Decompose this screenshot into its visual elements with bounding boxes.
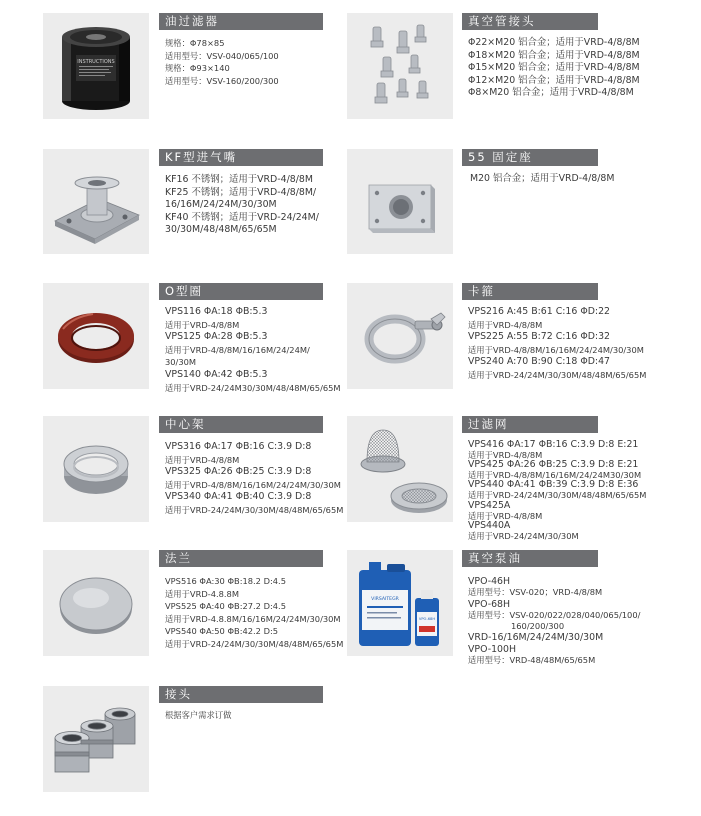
spec-line: 16/16M/24/24M/30/30M — [165, 199, 277, 211]
spec-line: 适用型号：VSV-160/200/300 — [165, 75, 279, 86]
vacuum-fitting-photo — [347, 13, 453, 119]
spec-line: VRD-16/16M/24/24M/30/30M — [468, 632, 604, 644]
spec-line: 规格：Φ93×140 — [165, 63, 230, 74]
connector-title: 接头 — [159, 686, 323, 703]
o-ring-icon — [43, 283, 149, 389]
pump-oil-photo — [347, 550, 453, 656]
spec-line: VPS516 ΦA:30 ΦB:18.2 D:4.5 — [165, 576, 286, 586]
mount-55-title: 55 固定座 — [462, 149, 598, 166]
oil-filter-specs — [165, 37, 279, 87]
spec-line: 适用于VRD-4/8/8M/16/16M/24/24M/30/30M — [165, 479, 341, 490]
spec-line: 适用于VRD-4/8/8M — [165, 454, 240, 465]
spec-line: Φ8×M20 铝合金；适用于VRD-4/8/8M — [468, 87, 634, 99]
spec-line: 适用型号：VSV-040/065/100 — [165, 50, 279, 61]
spec-line: 根据客户需求订做 — [165, 710, 232, 720]
spec-line: M20 铝合金；适用于VRD-4/8/8M — [470, 173, 615, 184]
connector-specs — [165, 709, 231, 722]
clamp-title: 卡箍 — [462, 283, 598, 300]
spec-line: 适用型号：VSV-020/022/028/040/065/100/ — [468, 609, 641, 620]
spec-line: 适用于VRD-4/8/8M — [468, 319, 543, 330]
spec-line: VPS216 A:45 B:61 C:16 ΦD:22 — [468, 306, 611, 317]
flange-specs — [165, 575, 343, 651]
spec-line: 160/200/300 — [511, 621, 565, 632]
mount-block-icon — [347, 149, 453, 254]
spec-line: VPS240 A:70 B:90 C:18 ΦD:47 — [468, 356, 611, 368]
pipe-fitting-icon — [347, 13, 453, 119]
filter-screen-title: 过滤网 — [462, 416, 598, 433]
spec-line: 适用于VRD-24/24M/30/30M/48/48M/65/65M — [165, 504, 344, 515]
connector-photo — [43, 686, 149, 792]
oil-filter-label-text: INSTRUCTIONS — [77, 59, 115, 65]
spec-line: VPS325 ΦA:26 ΦB:25 C:3.9 D:8 — [165, 466, 312, 478]
spec-line: VPS440 ΦA:41 ΦB:39 C:3.9 D:8 E:36 — [468, 479, 639, 491]
spec-line: 适用于VRD-24/24M/30/30M/48/48M/65/65M — [165, 638, 344, 649]
spec-line: Φ12×M20 铝合金；适用于VRD-4/8/8M — [468, 74, 640, 86]
spec-line: VPS316 ΦA:17 ΦB:16 C:3.9 D:8 — [165, 441, 312, 452]
spec-line: VPO-68H — [468, 598, 511, 610]
pump-oil-title: 真空泵油 — [462, 550, 598, 567]
spec-line: VPS425 ΦA:26 ΦB:25 C:3.9 D:8 E:21 — [468, 459, 639, 471]
connector-icon — [43, 686, 149, 792]
spec-line: 适用于VRD-4/8/8M/16/16M/24/24M30/30M — [468, 470, 642, 481]
spec-line: VPS416 ΦA:17 ΦB:16 C:3.9 D:8 E:21 — [468, 439, 639, 450]
filter-screen-icon — [347, 416, 453, 522]
o-ring-specs — [165, 306, 341, 394]
spec-line: Φ15×M20 铝合金；适用于VRD-4/8/8M — [468, 62, 640, 74]
spec-line: VPS525 ΦA:40 ΦB:27.2 D:4.5 — [165, 601, 286, 612]
bottle-brand-text: VIRSAITEGR — [371, 597, 399, 602]
spec-line: VPS125 ΦA:28 ΦB:5.3 — [165, 331, 268, 343]
spec-line: 适用于VRD-24/24M/30/30M — [468, 530, 579, 541]
kf-inlet-specs — [165, 174, 319, 237]
mount-55-photo — [347, 149, 453, 254]
center-ring-icon — [43, 416, 149, 522]
o-ring-photo — [43, 283, 149, 389]
kf-flange-icon — [43, 149, 149, 254]
spec-line: VPS116 ΦA:18 ΦB:5.3 — [165, 306, 268, 317]
spec-line: 适用于VRD-4/8/8M — [468, 510, 543, 521]
pump-oil-specs — [468, 576, 640, 666]
spec-line: KF25 不锈钢；适用于VRD-4/8/8M/ — [165, 186, 317, 198]
spec-line: 适用于VRD-4/8/8M/16/16M/24/24M/30/30M — [468, 344, 644, 355]
spec-line: VPS440A — [468, 519, 511, 531]
flange-photo — [43, 550, 149, 656]
vacuum-fitting-title: 真空管接头 — [462, 13, 598, 30]
spec-line: 适用于VRD-4.8.8M — [165, 588, 239, 599]
vacuum-fitting-specs — [468, 37, 640, 100]
spec-line: 适用于VRD-24/24M30/30M/48/48M/65/65M — [165, 382, 341, 393]
spec-line: 30/30M — [165, 357, 197, 368]
spec-line: 适用于VRD-4/8/8M — [165, 319, 240, 330]
spec-line: 30/30M/48/48M/65/65M — [165, 224, 277, 236]
kf-inlet-photo — [43, 149, 149, 254]
spec-line: VPS540 ΦA:50 ΦB:42.2 D:5 — [165, 626, 279, 637]
oil-filter-icon — [43, 13, 149, 119]
spec-line: 适用于VRD-24/24M/30/30M/48/48M/65/65M — [468, 369, 647, 380]
oil-filter-title: 油过滤器 — [159, 13, 323, 30]
filter-screen-specs — [468, 440, 646, 541]
spec-line: VPS425A — [468, 499, 511, 511]
spec-line: VPO-46H — [468, 576, 511, 587]
center-ring-title: 中心架 — [159, 416, 323, 433]
filter-screen-photo — [347, 416, 453, 522]
center-ring-specs — [165, 441, 343, 517]
spec-line: Φ22×M20 铝合金；适用于VRD-4/8/8M — [468, 37, 640, 48]
spec-line: VPS225 A:55 B:72 C:16 ΦD:32 — [468, 331, 611, 343]
spec-line: 适用型号：VRD-48/48M/65/65M — [468, 655, 596, 666]
spec-line: 适用于VRD-4/8/8M — [468, 450, 543, 461]
spec-line: VPS340 ΦA:41 ΦB:40 C:3.9 D:8 — [165, 491, 312, 503]
spec-line: KF40 不锈钢；适用于VRD-24/24M/ — [165, 211, 319, 223]
spec-line: KF16 不锈钢；适用于VRD-4/8/8M — [165, 174, 313, 185]
spec-line: Φ18×M20 铝合金；适用于VRD-4/8/8M — [468, 49, 640, 61]
clamp-icon — [347, 283, 453, 389]
spec-line: VPS140 ΦA:42 ΦB:5.3 — [165, 368, 268, 380]
flange-title: 法兰 — [159, 550, 323, 567]
kf-inlet-title: KF型进气嘴 — [159, 149, 323, 166]
spec-line: VPO-100H — [468, 643, 517, 655]
clamp-specs — [468, 306, 646, 382]
spec-line: 规格：Φ78×85 — [165, 38, 225, 48]
center-ring-photo — [43, 416, 149, 522]
o-ring-title: O型圈 — [159, 283, 323, 300]
spec-line: 适用于VRD-4/8/8M/16/16M/24/24M/ — [165, 344, 310, 355]
bottle-product-text: VPO-68H — [418, 617, 436, 621]
oil-bottle-icon — [347, 550, 453, 656]
flange-disc-icon — [43, 550, 149, 656]
spec-line: 适用型号：VSV-020；VRD-4/8/8M — [468, 587, 603, 598]
oil-filter-photo — [43, 13, 149, 119]
spec-line: 适用于VRD-4.8.8M/16/16M/24/24M/30/30M — [165, 613, 341, 624]
clamp-photo — [347, 283, 453, 389]
spec-line: 适用于VRD-24/24M/30/30M/48/48M/65/65M — [468, 490, 647, 501]
mount-55-specs — [470, 173, 614, 186]
